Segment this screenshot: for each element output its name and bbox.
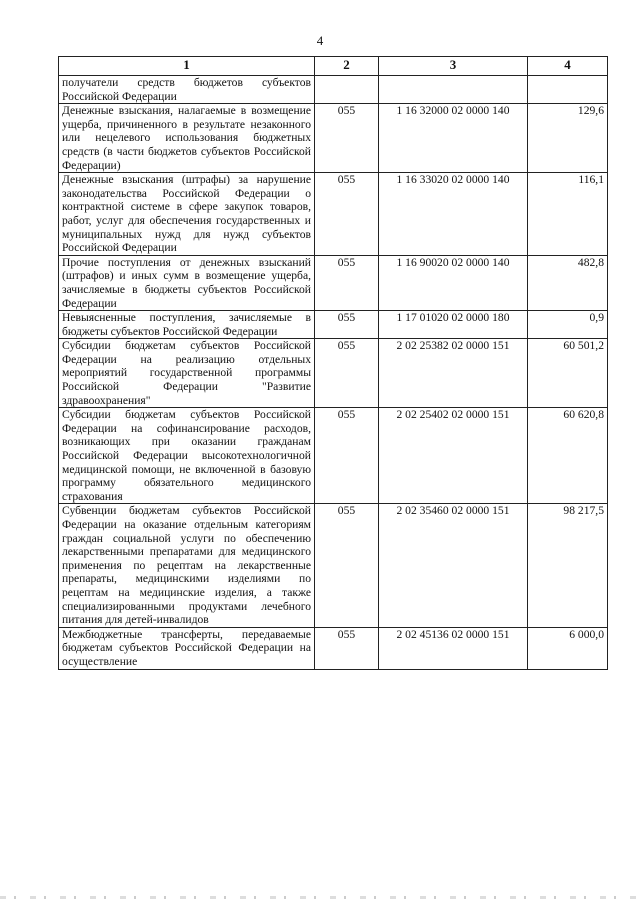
- budget-classification-code: 1 16 90020 02 0000 140: [379, 255, 528, 310]
- table-header-row: [59, 57, 608, 76]
- admin-code: 055: [315, 627, 379, 669]
- amount: 60 620,8: [528, 408, 608, 504]
- table-row: [59, 104, 608, 173]
- revenue-name: Субвенции бюджетам субъектов Российской Федерации на оказание отдельным категориям граждан социальной услуги по обеспечению лекарственными препаратами для медицинского применения по рецептам на лекарственные препараты, медицинскими изделиями по рецептам на медицинские изделия, а также специализированными продуктами лечебного питания для детей-инвалидов: [59, 504, 315, 627]
- revenue-name: Денежные взыскания (штрафы) за нарушение законодательства Российской Федерации о контрактной системе в сфере закупок товаров, работ, услуг для обеспечения государственных и муниципальных нужд для нужд субъектов Российской Федерации: [59, 173, 315, 256]
- budget-classification-code: 2 02 35460 02 0000 151: [379, 504, 528, 627]
- admin-code: 055: [315, 104, 379, 173]
- table-row: [59, 311, 608, 339]
- amount: 116,1: [528, 173, 608, 256]
- budget-classification-code: 2 02 25382 02 0000 151: [379, 339, 528, 408]
- revenue-name: получатели средств бюджетов субъектов Российской Федерации: [59, 76, 315, 104]
- column-header-2: 2: [315, 57, 379, 76]
- budget-classification-code: [379, 76, 528, 104]
- amount: 98 217,5: [528, 504, 608, 627]
- budget-classification-code: 2 02 25402 02 0000 151: [379, 408, 528, 504]
- budget-classification-code: 2 02 45136 02 0000 151: [379, 627, 528, 669]
- admin-code: 055: [315, 311, 379, 339]
- page-number: 4: [316, 33, 324, 48]
- amount: 482,8: [528, 255, 608, 310]
- amount: [528, 76, 608, 104]
- budget-classification-code: 1 16 32000 02 0000 140: [379, 104, 528, 173]
- amount: 60 501,2: [528, 339, 608, 408]
- budget-revenue-table: [58, 56, 608, 670]
- admin-code: 055: [315, 408, 379, 504]
- scan-edge-artifact: [0, 896, 640, 899]
- admin-code: 055: [315, 255, 379, 310]
- table-row: [59, 255, 608, 310]
- budget-classification-code: 1 16 33020 02 0000 140: [379, 173, 528, 256]
- revenue-name: Прочие поступления от денежных взысканий (штрафов) и иных сумм в возмещение ущерба, зачисляемые в бюджеты субъектов Российской Федерации: [59, 255, 315, 310]
- revenue-name: Субсидии бюджетам субъектов Российской Федерации на реализацию отдельных мероприятий государственной программы Российской Федерации "Развитие здравоохранения": [59, 339, 315, 408]
- column-header-1: 1: [59, 57, 315, 76]
- admin-code: [315, 76, 379, 104]
- amount: 6 000,0: [528, 627, 608, 669]
- revenue-name: Невыясненные поступления, зачисляемые в бюджеты субъектов Российской Федерации: [59, 311, 315, 339]
- table-row: [59, 339, 608, 408]
- table-row: [59, 627, 608, 669]
- column-header-3: 3: [379, 57, 528, 76]
- revenue-name: Денежные взыскания, налагаемые в возмещение ущерба, причиненного в результате незаконного или нецелевого использования бюджетных средств (в части бюджетов субъектов Российской Федерации): [59, 104, 315, 173]
- table-row: [59, 504, 608, 627]
- budget-classification-code: 1 17 01020 02 0000 180: [379, 311, 528, 339]
- table-row: [59, 173, 608, 256]
- admin-code: 055: [315, 173, 379, 256]
- revenue-name: Межбюджетные трансферты, передаваемые бюджетам субъектов Российской Федерации на осуществление: [59, 627, 315, 669]
- admin-code: 055: [315, 339, 379, 408]
- table-row: [59, 76, 608, 104]
- table-row: [59, 408, 608, 504]
- column-header-4: 4: [528, 57, 608, 76]
- amount: 129,6: [528, 104, 608, 173]
- admin-code: 055: [315, 504, 379, 627]
- amount: 0,9: [528, 311, 608, 339]
- revenue-name: Субсидии бюджетам субъектов Российской Федерации на софинансирование расходов, возникающих при оказании гражданам Российской Федерации высокотехнологичной медицинской помощи, не включенной в базовую программу обязательного медицинского страхования: [59, 408, 315, 504]
